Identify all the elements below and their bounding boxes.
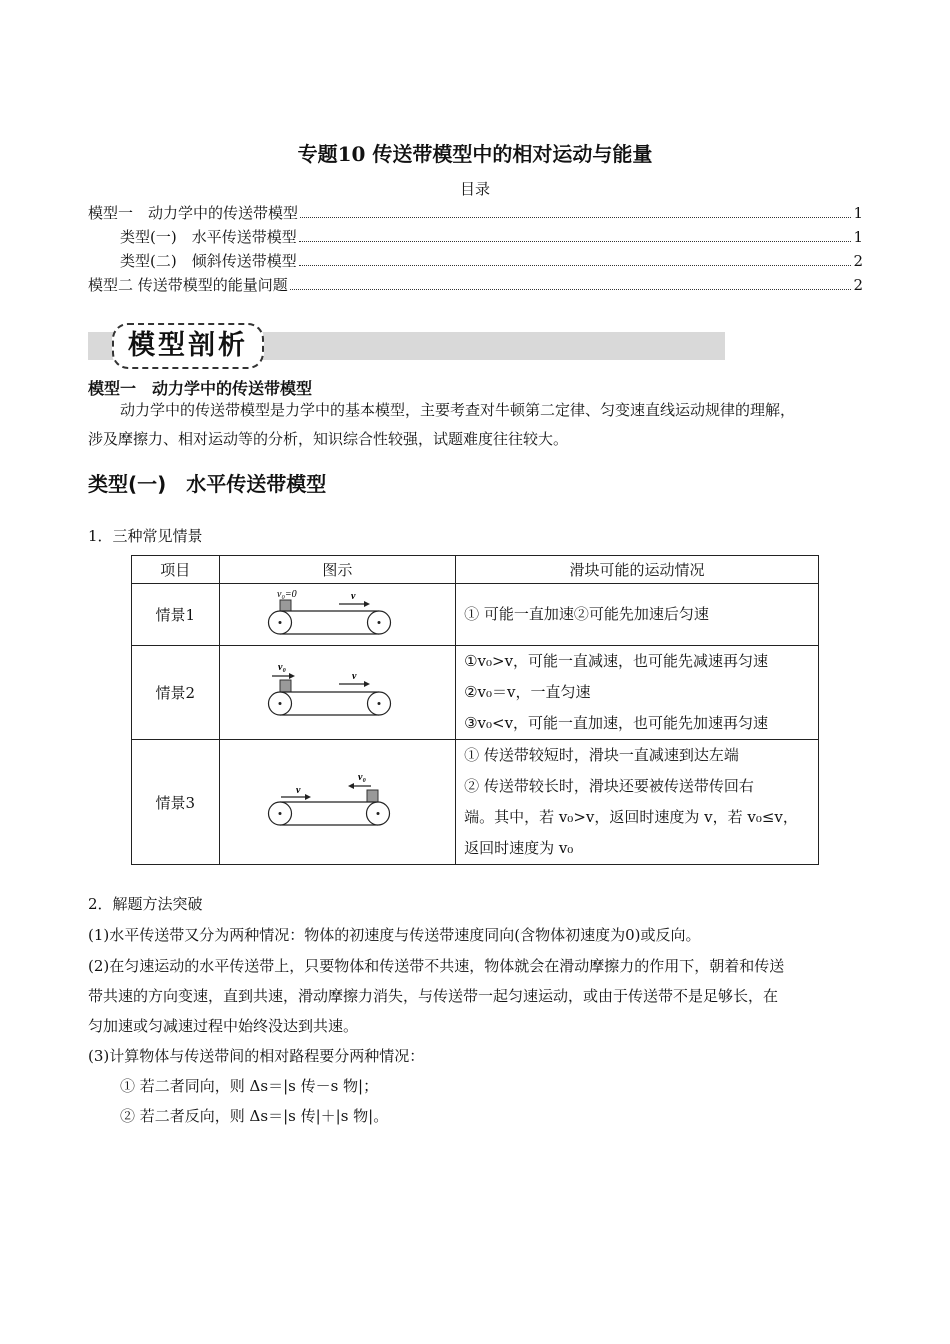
toc-entry-label: 类型(二) 倾斜传送带模型 [120, 252, 297, 270]
motion-description [456, 584, 819, 646]
toc-entry-page: 1 [853, 228, 863, 246]
toc-entry-page: 2 [853, 252, 863, 270]
formula-line: ① 若二者同向，则 Δs＝|s 传－s 物|； [120, 1077, 379, 1095]
toc-entry[interactable] [88, 226, 863, 250]
motion-line: ①v₀>v，可能一直减速，也可能先减速再匀速 [464, 652, 769, 670]
toc-entry[interactable] [88, 202, 863, 226]
scenario-figure [219, 646, 455, 740]
table-header-row [132, 556, 819, 584]
table-row [132, 584, 819, 646]
toc-entry-label: 模型一 动力学中的传送带模型 [88, 204, 299, 222]
type-heading: 类型(一) 水平传送带模型 [88, 472, 327, 496]
paragraph-line: 动力学中的传送带模型是力学中的基本模型，主要考查对牛顿第二定律、匀变速直线运动规律的理解， [120, 401, 796, 419]
toc-entry-label: 类型(一) 水平传送带模型 [120, 228, 297, 246]
table-of-contents [88, 202, 863, 298]
toc-entry-page: 2 [853, 276, 863, 294]
motion-line: ② 传送带较长时，滑块还要被传送带传回右 [464, 777, 754, 795]
toc-leader-dots [299, 265, 852, 266]
motion-description [456, 740, 819, 865]
v-label: v [352, 670, 357, 682]
v0-label: v₀=0 [277, 588, 297, 600]
list-heading: 2．解题方法突破 [88, 895, 203, 913]
section-heading: 模型一 动力学中的传送带模型 [88, 379, 313, 398]
toc-entry-label: 模型二 传送带模型的能量问题 [88, 276, 288, 294]
toc-leader-dots [300, 217, 851, 218]
conveyor-diagram-1 [267, 585, 407, 641]
scenario-table [131, 555, 819, 865]
scenario-figure [219, 740, 455, 865]
motion-line: 返回时速度为 v₀ [464, 839, 574, 857]
paragraph-line: 带共速的方向变速，直到共速，滑动摩擦力消失，与传送带一起匀速运动，或由于传送带不是足够长，在 [88, 987, 779, 1005]
motion-description [456, 646, 819, 740]
motion-line: ③v₀<v，可能一直加速，也可能先加速再匀速 [464, 714, 769, 732]
paragraph-line: (2)在匀速运动的水平传送带上，只要物体和传送带不共速，物体就会在滑动摩擦力的作用下，朝着和传送 [88, 957, 785, 975]
toc-entry-page: 1 [853, 204, 863, 222]
table-row [132, 740, 819, 865]
motion-line: 端。其中，若 v₀>v，返回时速度为 v，若 v₀≤v， [464, 808, 798, 826]
motion-line: ① 可能一直加速②可能先加速后匀速 [464, 605, 709, 623]
toc-entry[interactable] [88, 274, 863, 298]
header-item: 项目 [132, 556, 220, 584]
scenario-figure [219, 584, 455, 646]
toc-entry[interactable] [88, 250, 863, 274]
formula-line: ② 若二者反向，则 Δs＝|s 传|＋|s 物|。 [120, 1107, 389, 1125]
v-label: v [351, 590, 356, 602]
toc-heading: 目录 [459, 180, 490, 198]
paragraph-line: (3)计算物体与传送带间的相对路程要分两种情况： [88, 1047, 425, 1065]
paragraph-line: 匀加速或匀减速过程中始终没达到共速。 [88, 1017, 359, 1035]
table-row [132, 646, 819, 740]
paragraph-line: 涉及摩擦力、相对运动等的分析，知识综合性较强，试题难度往往较大。 [88, 430, 569, 448]
list-heading: 1．三种常见情景 [88, 527, 203, 545]
v-label: v [296, 785, 301, 796]
v0-label: v₀ [358, 772, 367, 783]
scenario-name: 情景1 [132, 584, 220, 646]
v0-label: v₀ [278, 661, 287, 673]
conveyor-diagram-3 [267, 770, 407, 830]
toc-leader-dots [290, 289, 852, 290]
scenario-name: 情景2 [132, 646, 220, 740]
page-title: 专题10 传送带模型中的相对运动与能量 [297, 142, 653, 166]
scenario-name: 情景3 [132, 740, 220, 865]
conveyor-diagram-2 [267, 658, 407, 724]
motion-line: ②v₀＝v，一直匀速 [464, 683, 591, 701]
header-motion: 滑块可能的运动情况 [456, 556, 819, 584]
header-figure: 图示 [219, 556, 455, 584]
motion-line: ① 传送带较短时，滑块一直减速到达左端 [464, 746, 739, 764]
toc-leader-dots [299, 241, 852, 242]
paragraph-line: (1)水平传送带又分为两种情况：物体的初速度与传送带速度同向(含物体初速度为0)或反向。 [88, 926, 701, 944]
banner-label: 模型剖析 [112, 323, 264, 369]
